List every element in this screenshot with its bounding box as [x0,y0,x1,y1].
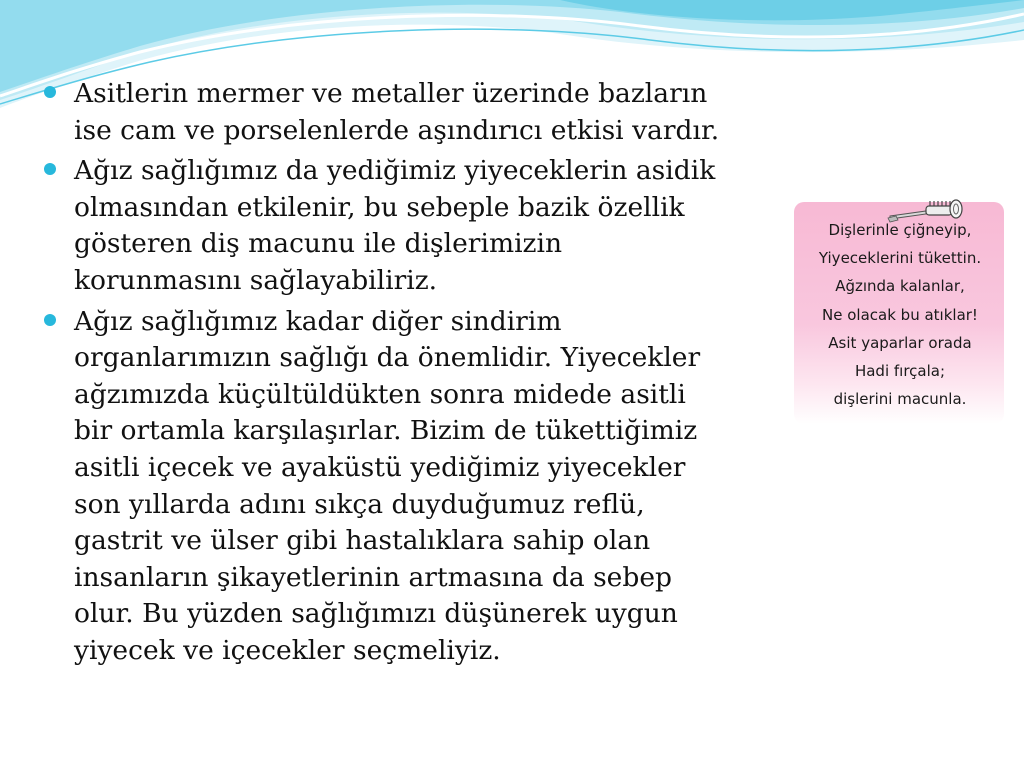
bullet-dot-icon [44,163,56,175]
bullet-text: Asitlerin mermer ve metaller üzerinde bazların ise cam ve porselenlerde aşındırıcı etkisi vardır. [74,78,720,146]
bullet-dot-icon [44,314,56,326]
bullet-item-3 [44,304,774,670]
bullet-text: Ağız sağlığımız da yediğimiz yiyeceklerin asidik olmasından etkilenir, bu sebeple bazik özellik gösteren diş macunu ile dişlerimizin korunmasını sağlayabiliriz. [74,155,716,296]
poem-line: Dişlerinle çiğneyip, [828,221,972,239]
poem-line: Asit yaparlar orada [828,333,972,352]
bullet-item-2 [44,153,774,299]
poem-line: Hadi fırçala; [854,362,946,381]
poem-line: Ağzında kalanlar, [835,277,965,296]
bullet-list [44,76,774,674]
toothbrush-poem-image [786,196,1008,428]
bullet-dot-icon [44,86,56,98]
poem-line: dişlerini macunla. [833,390,967,409]
bullet-item-1 [44,76,774,149]
poem-line: Yiyeceklerini tükettin. [818,249,982,268]
bullet-text: Ağız sağlığımız kadar diğer sindirim organlarımızın sağlığı da önemlidir. Yiyecekler ağzımızda küçültüldükten sonra midede asitli bir ortamla karşılaşırlar. Bizim de tükettiğimiz asitli içecek ve ayaküstü yediğimiz yiyecekler son yıllarda adını sıkça duyduğumuz reflü, gastrit ve ülser gibi hastalıklara sahip olan insanların şikayetlerinin artmasına da sebep olur. Bu yüzden sağlığımızı düşünerek uygun yiyecek ve içecekler seçmeliyiz. [74,305,701,666]
poem-line: Ne olacak bu atıklar! [822,305,978,324]
poem [798,216,1002,413]
